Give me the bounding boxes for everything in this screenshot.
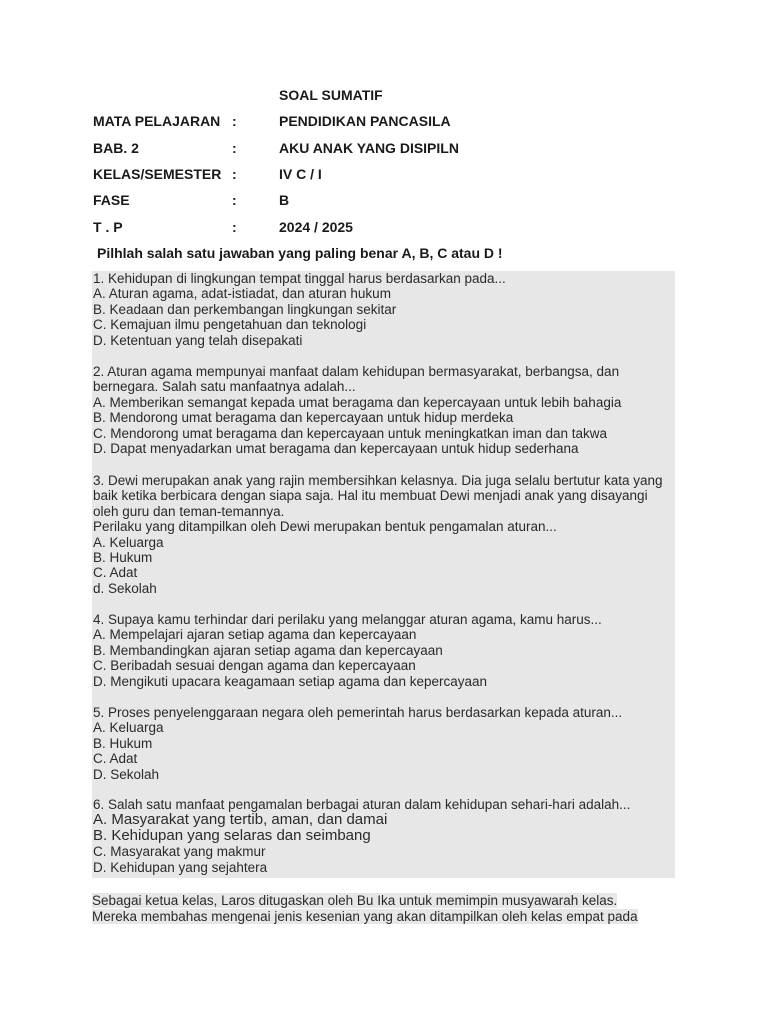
- header-label: KELAS/SEMESTER: [93, 166, 222, 182]
- header-label: MATA PELAJARAN: [93, 113, 221, 129]
- answer-option: A. Keluarga: [93, 534, 164, 550]
- header-row-class: [93, 165, 693, 183]
- header-colon: :: [232, 166, 237, 182]
- question-3: [93, 473, 673, 596]
- header-value: B: [279, 192, 290, 208]
- header-colon: :: [232, 140, 237, 156]
- reading-passage: [92, 893, 672, 925]
- document-title: SOAL SUMATIF: [279, 87, 383, 103]
- header-value: PENDIDIKAN PANCASILA: [279, 113, 451, 129]
- answer-option: C. Kemajuan ilmu pengetahuan dan teknologi: [93, 317, 367, 333]
- instruction-text: Pilhlah salah satu jawaban yang paling benar A, B, C atau D !: [97, 245, 503, 261]
- header-row-subject: [93, 112, 693, 130]
- header-value: IV C / I: [279, 166, 322, 182]
- answer-option: B. Hukum: [93, 735, 153, 751]
- header-colon: :: [232, 192, 237, 208]
- header-value: AKU ANAK YANG DISIPILN: [279, 140, 459, 156]
- question-stem: 5. Proses penyelenggaraan negara oleh pemerintah harus berdasarkan kepada aturan...: [93, 705, 623, 720]
- header-colon: :: [232, 113, 237, 129]
- answer-option: D. Kehidupan yang sejahtera: [93, 859, 268, 875]
- answer-option: C. Mendorong umat beragama dan kepercayaan untuk meningkatkan iman dan takwa: [93, 425, 608, 441]
- answer-option: D. Ketentuan yang telah disepakati: [93, 332, 303, 348]
- header-row-year: [93, 218, 693, 236]
- question-stem: 6. Salah satu manfaat pengamalan berbagai aturan dalam kehidupan sehari-hari adalah...: [93, 797, 631, 812]
- question-5: [93, 705, 673, 782]
- question-1: [93, 271, 673, 348]
- header-row-phase: [93, 191, 693, 209]
- question-stem: 2. Aturan agama mempunyai manfaat dalam kehidupan bermasyarakat, berbangsa, dan bernegara. Salah satu manfaatnya adalah...: [93, 364, 620, 395]
- passage-line: Mereka membahas mengenai jenis kesenian yang akan ditampilkan oleh kelas empat pada: [92, 909, 638, 924]
- answer-option: A. Masyarakat yang tertib, aman, dan damai: [93, 811, 388, 829]
- header-row-chapter: [93, 139, 693, 157]
- answer-option: D. Dapat menyadarkan umat beragama dan kepercayaan untuk hidup sederhana: [93, 441, 579, 457]
- question-4: [93, 612, 673, 689]
- answer-option: B. Hukum: [93, 550, 153, 566]
- answer-option: B. Kehidupan yang selaras dan seimbang: [93, 827, 371, 845]
- answer-option: A. Keluarga: [93, 720, 164, 736]
- header-label: BAB. 2: [93, 140, 139, 156]
- answer-option: B. Membandingkan ajaran setiap agama dan kepercayaan: [93, 642, 443, 658]
- answer-option: A. Aturan agama, adat-istiadat, dan aturan hukum: [93, 286, 391, 302]
- answer-option: B. Mendorong umat beragama dan kepercayaan untuk hidup merdeka: [93, 410, 514, 426]
- question-2: [93, 364, 673, 456]
- passage-line: Sebagai ketua kelas, Laros ditugaskan oleh Bu Ika untuk memimpin musyawarah kelas.: [92, 893, 618, 908]
- header-value: 2024 / 2025: [279, 219, 353, 235]
- question-stem: 3. Dewi merupakan anak yang rajin membersihkan kelasnya. Dia juga selalu bertutur kata yang baik ketika berbicara dengan siapa saja. Hal itu membuat Dewi menjadi anak yang disayangi oleh guru dan teman-temannya.: [93, 473, 663, 519]
- answer-option: D. Sekolah: [93, 766, 160, 782]
- answer-option: A. Memberikan semangat kepada umat beragama dan kepercayaan untuk lebih bahagia: [93, 394, 622, 410]
- question-stem-continued: Perilaku yang ditampilkan oleh Dewi merupakan bentuk pengamalan aturan...: [93, 519, 557, 535]
- question-6: [93, 797, 673, 875]
- question-stem: 1. Kehidupan di lingkungan tempat tinggal harus berdasarkan pada...: [93, 271, 506, 286]
- answer-option: C. Masyarakat yang makmur: [93, 844, 266, 860]
- header-label: FASE: [93, 192, 130, 208]
- answer-option: C. Adat: [93, 565, 138, 581]
- answer-option: C. Adat: [93, 751, 138, 767]
- header-colon: :: [232, 219, 237, 235]
- answer-option: B. Keadaan dan perkembangan lingkungan sekitar: [93, 301, 397, 317]
- answer-option: A. Mempelajari ajaran setiap agama dan kepercayaan: [93, 627, 417, 643]
- answer-option: C. Beribadah sesuai dengan agama dan kepercayaan: [93, 658, 416, 674]
- answer-option: D. Mengikuti upacara keagamaan setiap agama dan kepercayaan: [93, 673, 487, 689]
- answer-option: d. Sekolah: [93, 580, 157, 596]
- question-stem: 4. Supaya kamu terhindar dari perilaku yang melanggar aturan agama, kamu harus...: [93, 612, 602, 627]
- header-label: T . P: [93, 219, 123, 235]
